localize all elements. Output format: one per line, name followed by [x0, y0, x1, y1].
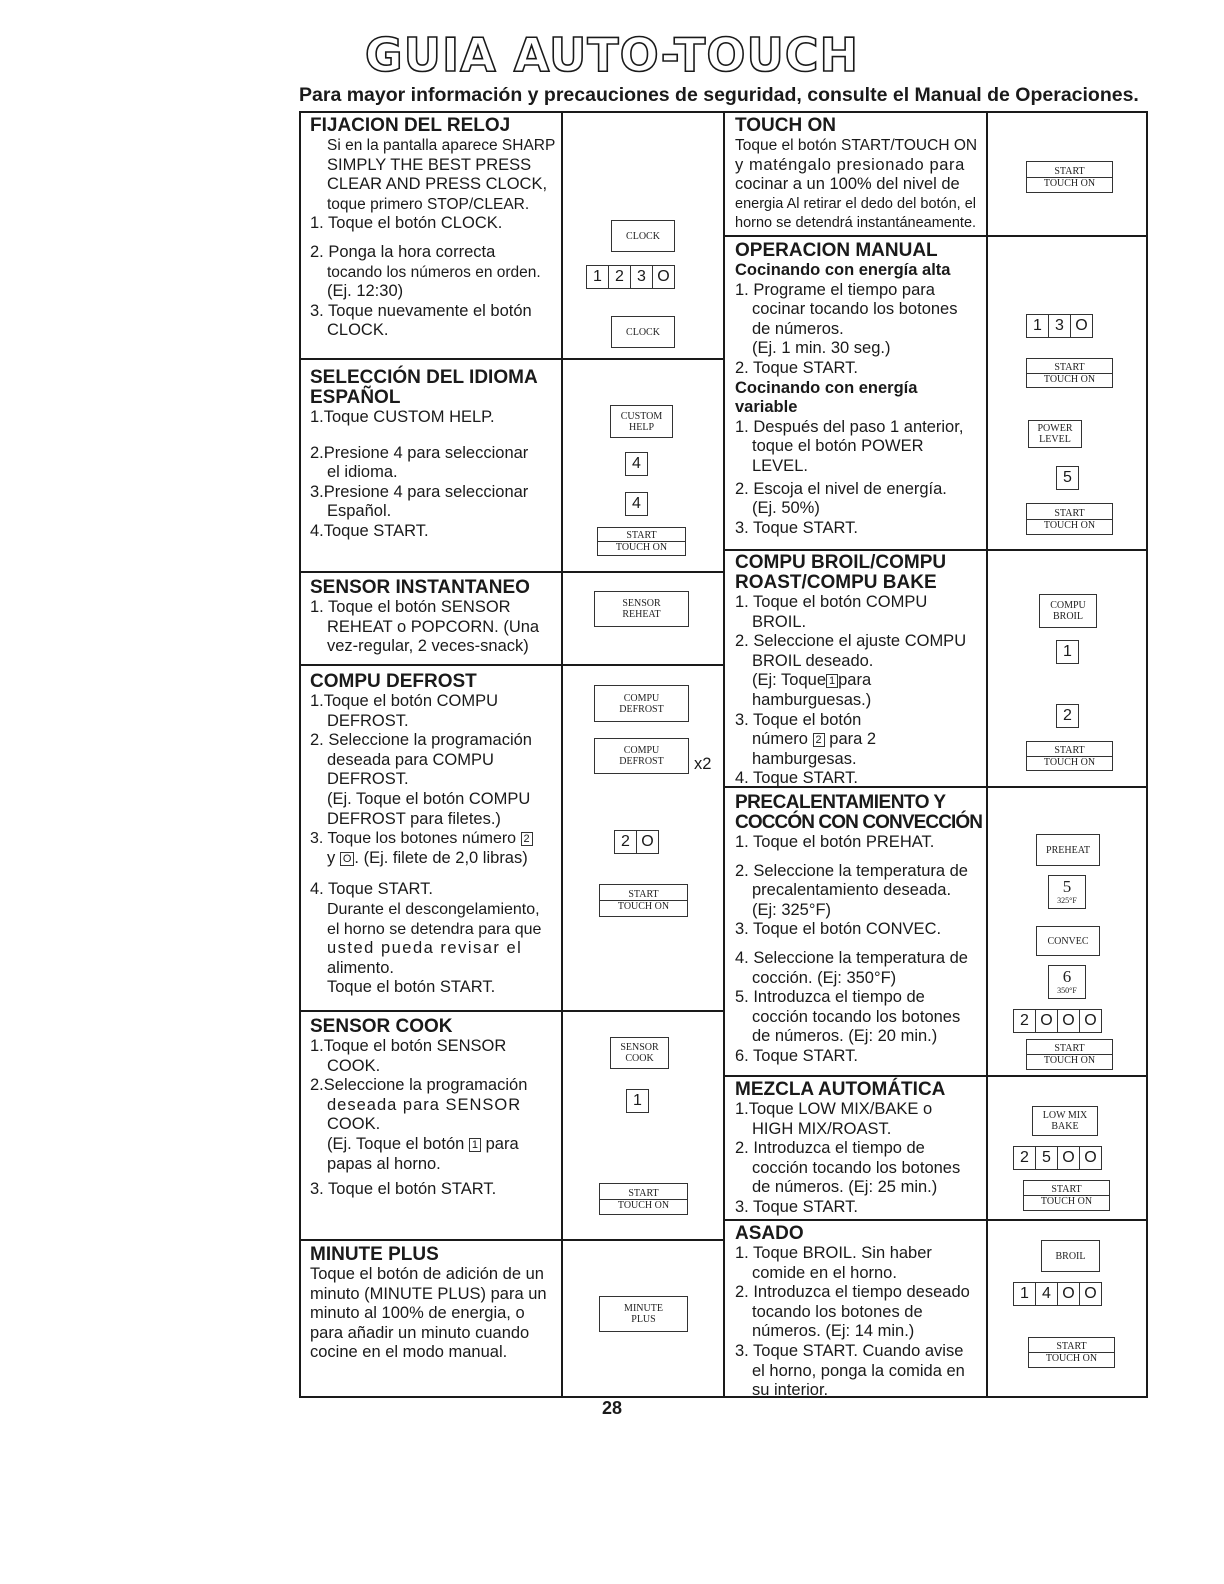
- text-line: 3. Toque el botón: [735, 710, 862, 729]
- text-line: COOK.: [327, 1115, 381, 1134]
- time-digits-2000: 2 O O O: [1013, 1009, 1102, 1033]
- text-line: 4. Seleccione la temperatura de: [735, 948, 968, 967]
- text-line: Toque el botón START.: [327, 978, 496, 997]
- compu-broil-key-icon: COMPU BROIL: [1039, 594, 1097, 628]
- text-line: cocine en el modo manual.: [310, 1343, 508, 1362]
- text-line: usted pueda revisar el: [327, 939, 523, 958]
- section-heading: SENSOR INSTANTANEO: [310, 577, 530, 598]
- start-touch-on-key-icon: START TOUCH ON: [1026, 503, 1113, 535]
- text-line: 4. Toque START.: [735, 769, 858, 788]
- text-line: (Ej. Toque el botón: [327, 1134, 465, 1153]
- text-line: comide en el horno.: [752, 1263, 897, 1282]
- section-heading: SENSOR COOK: [310, 1016, 453, 1037]
- text-line: de números.: [752, 319, 844, 338]
- text-line: 1.Toque el botón SENSOR: [310, 1037, 507, 1055]
- page-subtitle: Para mayor información y precauciones de seguridad, consulte el Manual de Operaciones.: [299, 84, 1139, 106]
- minute-plus-key-icon: MINUTE PLUS: [599, 1296, 688, 1332]
- text-line: 2. Escoja el nivel de energía.: [735, 479, 947, 498]
- text-line: cocción tocando los botones: [752, 1158, 961, 1177]
- text-line: tocando los números en orden.: [327, 263, 541, 281]
- text-line: deseada para COMPU: [327, 750, 494, 769]
- text-line: papas al horno.: [327, 1154, 441, 1173]
- text-line: hamburguesas.): [752, 690, 872, 709]
- digit-5-key: 5: [1056, 466, 1079, 490]
- section-heading: TOUCH ON: [735, 115, 836, 136]
- text-line: 3. Toque el botón START.: [310, 1180, 497, 1199]
- touch-on-section: [735, 116, 985, 234]
- digit-6-350f-key: 6 350°F: [1048, 965, 1086, 999]
- section-heading: ASADO: [735, 1223, 804, 1244]
- text-line: 2. Toque START.: [735, 358, 858, 377]
- text-line: 3.Presione 4 para seleccionar: [310, 482, 529, 501]
- text-line: Si en la pantalla aparece SHARP: [327, 137, 556, 154]
- text-line: 2. Introduzca el tiempo de: [735, 1139, 925, 1158]
- text-line: vez-regular, 2 veces-snack): [327, 637, 529, 656]
- text-line: horno se detendrá instantáneamente.: [735, 215, 977, 232]
- text-line: para añadir un minuto cuando: [310, 1323, 530, 1342]
- text-line: (Ej. 50%): [752, 499, 820, 518]
- text-line: para 2: [829, 730, 877, 749]
- text-line: toque primero STOP/CLEAR.: [327, 195, 530, 213]
- convec-key-icon: CONVEC: [1036, 926, 1100, 956]
- number-1-icon: 1: [469, 1138, 481, 1152]
- start-touch-on-key-icon: START TOUCH ON: [599, 1183, 688, 1215]
- time-digits-2500: 2 5 O O: [1013, 1146, 1102, 1170]
- clock-key-icon: CLOCK: [611, 316, 675, 348]
- digit-4-key: 4: [625, 492, 648, 516]
- text-line: CLEAR AND PRESS CLOCK,: [327, 175, 548, 194]
- times-two-label: x2: [694, 755, 712, 773]
- text-line: SIMPLY THE BEST PRESS: [327, 155, 532, 174]
- text-line: (Ej: 325°F): [752, 900, 832, 919]
- text-line: 1. Después del paso 1 anterior,: [735, 417, 964, 436]
- text-line: tocando los botones de: [752, 1302, 923, 1321]
- text-line: 1.Toque CUSTOM HELP.: [310, 408, 495, 426]
- text-line: el horno se detendra para que: [327, 920, 542, 938]
- text-line: de números. (Ej: 25 min.): [752, 1178, 938, 1197]
- compu-broil-section: [735, 553, 985, 789]
- start-touch-on-key-icon: START TOUCH ON: [597, 527, 686, 556]
- text-line: CLOCK.: [327, 321, 389, 340]
- preheat-convection-section: [735, 793, 987, 1067]
- text-line: DEFROST.: [327, 711, 409, 730]
- text-line: 2. Seleccione el ajuste COMPU: [735, 632, 967, 651]
- digit-5-325f-key: 5 325°F: [1048, 875, 1086, 909]
- digit-4-key: 4: [625, 452, 648, 476]
- text-line: 2.Presione 4 para seleccionar: [310, 443, 529, 462]
- text-line: COOK.: [327, 1056, 381, 1075]
- text-line: y maténgalo presionado para: [735, 155, 965, 174]
- compu-defrost-section: [310, 672, 560, 998]
- time-digits-1400: 1 4 O O: [1013, 1282, 1102, 1306]
- text-line: Toque el botón de adición de un: [310, 1265, 544, 1283]
- text-line: DEFROST para filetes.): [327, 809, 501, 828]
- text-line: y: [327, 848, 336, 867]
- start-touch-on-key-icon: START TOUCH ON: [1026, 1039, 1113, 1070]
- auto-mix-section: [735, 1080, 985, 1218]
- start-touch-on-key-icon: START TOUCH ON: [1023, 1180, 1110, 1211]
- page-number: 28: [601, 1398, 623, 1418]
- text-line: 1.Toque el botón COMPU: [310, 692, 499, 710]
- text-line: 3. Toque nuevamente el botón: [310, 301, 532, 320]
- text-line: para: [838, 671, 872, 690]
- text-line: Durante el descongelamiento,: [327, 900, 540, 918]
- subheading: Cocinando con energía: [735, 378, 918, 397]
- text-line: 1. Toque BROIL. Sin haber: [735, 1244, 932, 1262]
- text-line: cocción. (Ej: 350°F): [752, 968, 897, 987]
- text-line: Toque el botón START/TOUCH ON: [735, 137, 978, 154]
- weight-digits-20: 2 O: [614, 830, 659, 854]
- manual-operation-section: [735, 241, 985, 538]
- text-line: minuto (MINUTE PLUS) para un: [310, 1284, 547, 1303]
- text-line: (Ej. 1 min. 30 seg.): [752, 339, 891, 358]
- text-line: deseada para SENSOR: [327, 1095, 522, 1114]
- preheat-key-icon: PREHEAT: [1036, 834, 1100, 866]
- text-line: alimento.: [327, 958, 394, 977]
- text-line: de números. (Ej: 20 min.): [752, 1027, 938, 1046]
- text-line: cocinar tocando los botones: [752, 300, 958, 319]
- text-line: HIGH MIX/ROAST.: [752, 1119, 892, 1138]
- text-line: 3. Toque START.: [735, 1197, 858, 1216]
- language-section: [310, 368, 560, 542]
- text-line: 6. Toque START.: [735, 1046, 858, 1065]
- subheading: variable: [735, 398, 798, 417]
- text-line: Español.: [327, 502, 392, 521]
- section-heading: PRECALENTAMIENTO Y: [735, 792, 946, 813]
- text-line: cocinar a un 100% del nivel de: [735, 175, 960, 194]
- section-heading: FIJACION DEL RELOJ: [310, 115, 511, 136]
- text-line: precalentamiento deseada.: [752, 881, 952, 900]
- text-line: 4.Toque START.: [310, 521, 429, 540]
- text-line: toque el botón POWER: [752, 437, 924, 456]
- text-line: BROIL.: [752, 612, 807, 631]
- text-line: 3. Toque los botones número: [310, 830, 517, 848]
- text-line: 1. Toque el botón CLOCK.: [310, 214, 503, 233]
- number-0-icon: O: [340, 852, 355, 866]
- text-line: DEFROST.: [327, 770, 409, 789]
- text-line: 1. Toque el botón SENSOR: [310, 598, 511, 616]
- sensor-cook-key-icon: SENSOR COOK: [610, 1037, 669, 1069]
- custom-help-key-icon: CUSTOM HELP: [610, 405, 673, 438]
- text-line: cocción tocando los botones: [752, 1007, 961, 1026]
- text-line: (Ej. 12:30): [327, 282, 404, 301]
- start-touch-on-key-icon: START TOUCH ON: [1028, 1337, 1115, 1368]
- section-heading: COMPU BROIL/COMPU: [735, 552, 947, 573]
- text-line: 2.Seleccione la programación: [310, 1076, 528, 1095]
- clock-key-icon: CLOCK: [611, 220, 675, 252]
- digit-2-key: 2: [1056, 704, 1079, 728]
- text-line: 5. Introduzca el tiempo de: [735, 988, 925, 1007]
- section-heading: MINUTE PLUS: [310, 1244, 439, 1265]
- text-line: 3. Toque START. Cuando avise: [735, 1341, 964, 1360]
- text-line: 1. Toque el botón COMPU: [735, 593, 928, 611]
- time-digits-1230: 1 2 3 O: [586, 265, 675, 289]
- text-line: para: [485, 1134, 519, 1153]
- start-touch-on-key-icon: START TOUCH ON: [1026, 358, 1113, 388]
- text-line: 4. Toque START.: [310, 880, 433, 899]
- sensor-instant-section: [310, 578, 560, 657]
- text-line: 1.Toque LOW MIX/BAKE o: [735, 1100, 933, 1118]
- text-line: 2. Seleccione la temperatura de: [735, 861, 968, 880]
- roast-section: [735, 1224, 985, 1401]
- text-line: 1. Programe el tiempo para: [735, 280, 935, 299]
- minute-plus-section: [310, 1245, 560, 1363]
- section-heading: COCCÓN CON CONVECCIÓN: [735, 812, 983, 833]
- text-line: 2. Introduzca el tiempo deseado: [735, 1283, 970, 1302]
- text-line: el horno, ponga la comida en: [752, 1361, 965, 1380]
- text-line: número: [752, 730, 808, 749]
- start-touch-on-key-icon: START TOUCH ON: [1026, 741, 1113, 771]
- number-2-icon: 2: [521, 832, 533, 846]
- section-heading: MEZCLA AUTOMÁTICA: [735, 1079, 946, 1100]
- number-1-icon: 1: [826, 674, 838, 688]
- power-level-key-icon: POWER LEVEL: [1028, 420, 1082, 448]
- text-line: BROIL deseado.: [752, 651, 874, 670]
- sensor-cook-section: [310, 1017, 560, 1200]
- text-line: 2. Ponga la hora correcta: [310, 242, 496, 261]
- clock-section: [310, 116, 560, 341]
- text-line: 1. Toque el botón PREHAT.: [735, 833, 935, 851]
- sensor-reheat-key-icon: SENSOR REHEAT: [594, 591, 689, 627]
- text-line: su interior.: [752, 1381, 829, 1400]
- text-line: números. (Ej: 14 min.): [752, 1322, 915, 1341]
- digit-1-key: 1: [626, 1089, 649, 1113]
- digit-1-key: 1: [1056, 640, 1079, 664]
- text-line: el idioma.: [327, 463, 398, 482]
- low-mix-bake-key-icon: LOW MIX BAKE: [1032, 1106, 1098, 1136]
- text-line: 2. Seleccione la programación: [310, 731, 532, 750]
- start-touch-on-key-icon: START TOUCH ON: [599, 884, 688, 917]
- text-line: hamburgesas.: [752, 749, 857, 768]
- text-line: LEVEL.: [752, 456, 808, 475]
- time-digits-130: 1 3 O: [1026, 314, 1093, 338]
- subheading: Cocinando con energía alta: [735, 261, 951, 279]
- text-line: . (Ej. filete de 2,0 libras): [354, 848, 528, 867]
- text-line: (Ej. Toque el botón COMPU: [327, 789, 531, 808]
- section-heading: SELECCIÓN DEL IDIOMA: [310, 367, 538, 388]
- text-line: 3. Toque START.: [735, 518, 858, 537]
- page-title: GUIA AUTO-TOUCH: [364, 28, 860, 82]
- text-line: minuto al 100% de energia, o: [310, 1304, 525, 1323]
- text-line: energia Al retirar el dedo del botón, el: [735, 195, 977, 212]
- compu-defrost-key-icon: COMPU DEFROST: [594, 685, 689, 722]
- text-line: (Ej: Toque: [752, 671, 826, 690]
- text-line: 3. Toque el botón CONVEC.: [735, 920, 942, 939]
- compu-defrost-key-icon: COMPU DEFROST: [594, 738, 689, 774]
- section-heading: COMPU DEFROST: [310, 671, 477, 692]
- section-heading: ESPAÑOL: [310, 387, 401, 408]
- start-touch-on-key-icon: START TOUCH ON: [1026, 161, 1113, 193]
- section-heading: ROAST/COMPU BAKE: [735, 572, 937, 593]
- number-2-icon: 2: [813, 733, 825, 747]
- text-line: REHEAT o POPCORN. (Una: [327, 617, 540, 636]
- section-heading: OPERACION MANUAL: [735, 240, 938, 261]
- broil-key-icon: BROIL: [1041, 1240, 1100, 1272]
